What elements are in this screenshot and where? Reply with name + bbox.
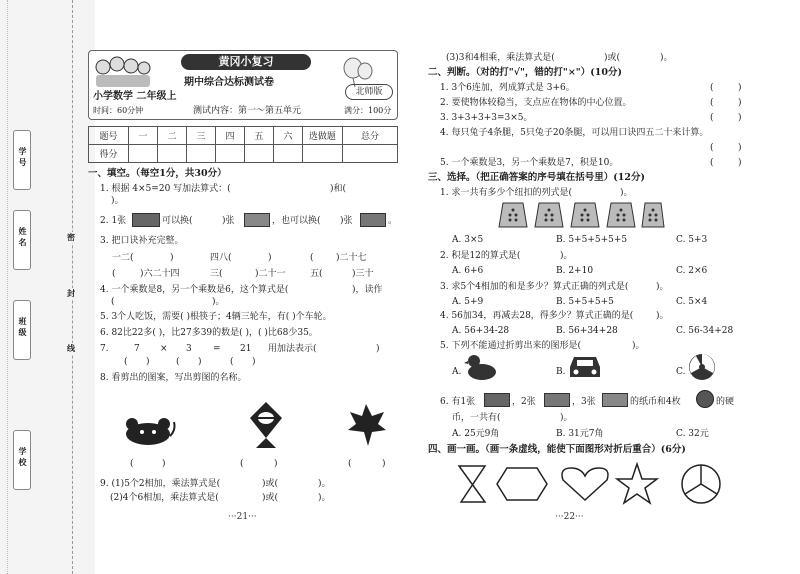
coin-icon — [696, 390, 714, 408]
binding-dots — [0, 0, 8, 574]
q9-3-end: )。 — [660, 53, 673, 63]
q4-text-b: )，读作 — [352, 285, 383, 295]
cut-label-close: 封 — [67, 289, 75, 298]
student-number-label: 学号 — [18, 147, 27, 167]
choice-3-text: 3. 求5个4相加的和是多少？算式正确的列式是( — [440, 282, 629, 292]
choice-4-text: 4. 56加34，再减去28，得多少？算式正确的是( — [440, 311, 634, 321]
q7-times: × — [160, 344, 168, 354]
judge-answer-close[interactable]: ) — [738, 143, 742, 153]
score-col-2: 二 — [157, 127, 186, 145]
choice-1-text: 1. 求一共有多少个纽扣的列式是( — [440, 188, 572, 198]
judge-answer-open: ( — [710, 113, 714, 123]
choice-3-option-b[interactable]: B. 5+5+5+5 — [556, 297, 614, 307]
section-fill-blank: 一、填空。（每空1分，共30分） — [88, 168, 227, 179]
choice-1-end: )。 — [620, 188, 633, 198]
q8-text: 8. 看剪出的图案，写出剪图的名称。 — [100, 373, 247, 383]
q9-3-text: (3)3和4相乘，乘法算式是( — [446, 53, 555, 63]
time-label: 时间：60分钟 — [93, 106, 144, 115]
q7-factor-a: 7 — [134, 344, 140, 354]
score-col-4: 四 — [215, 127, 244, 145]
q6-text: 6. 82比22多( )，比27多39的数是( )，( )比68少35。 — [100, 328, 318, 338]
choice-4-option-b[interactable]: B. 56+34+28 — [556, 326, 618, 336]
choice-3-option-a[interactable]: A. 5+9 — [452, 297, 484, 307]
choice-6-text-c: ，3张 — [572, 397, 596, 407]
section-draw: 四、画一画。（画一条虚线，能使下面图形对折后重合）(6分) — [428, 444, 686, 455]
q3-blank: )二十一 — [255, 269, 286, 279]
balloon-icon — [339, 57, 375, 87]
choice-6-text-e: 的硬 — [716, 397, 735, 407]
q9-2-or: )或( — [262, 493, 279, 503]
q8-answer-close[interactable]: ) — [162, 459, 166, 469]
q8-answer-open: ( — [130, 459, 134, 469]
edition-badge: 北师版 — [345, 84, 393, 100]
q8-answer-close[interactable]: ) — [382, 459, 386, 469]
leaf-cutout-icon — [344, 402, 388, 448]
q9-2-text: (2)4个6相加，乘法算式是( — [110, 493, 219, 503]
choice-1-option-c[interactable]: C. 5+3 — [676, 235, 708, 245]
banknote-icon — [244, 213, 270, 227]
page-number-value: 22 — [563, 512, 576, 522]
choice-2-option-c[interactable]: C. 2×6 — [676, 266, 708, 276]
judge-item: 3. 3+3+3+3=3×5。 — [440, 113, 533, 123]
q9-3-or: )或( — [604, 53, 621, 63]
choice-5-end: )。 — [632, 341, 645, 351]
choice-1-option-a[interactable]: A. 3×5 — [452, 235, 484, 245]
judge-answer-open: ( — [710, 83, 714, 93]
q3-blank: 四八( — [210, 253, 232, 263]
q1-text-mid: )和( — [330, 184, 347, 194]
school-box — [13, 430, 31, 490]
section-choice: 三、选择。（把正确答案的序号填在括号里）(12分) — [428, 172, 645, 183]
choice-6-text-b: ，2张 — [512, 397, 536, 407]
score-cell[interactable] — [302, 145, 342, 163]
q8-answer-close[interactable]: ) — [274, 459, 278, 469]
q3-blank: 五( — [310, 269, 323, 279]
children-illustration-icon — [93, 53, 153, 89]
q2-text-d: ，也可以换( — [272, 216, 321, 226]
q3-blank: 一二( — [112, 253, 134, 263]
judge-answer-close[interactable]: ) — [738, 98, 742, 108]
page-number-right: ···22··· — [555, 512, 584, 522]
q7-blank: ) — [146, 357, 150, 367]
buttons-illustration-icon — [495, 199, 665, 231]
choice-6-text-f: 币，一共有( — [452, 413, 501, 423]
section-judge: 二、判断。（对的打"√"，错的打"×"）(10分) — [428, 67, 622, 78]
choice-2-text: 2. 积是12的算式是( — [440, 251, 521, 261]
subject-label: 小学数学 二年级上 — [93, 91, 177, 102]
q2-text-c: )张 — [222, 216, 235, 226]
judge-answer-close[interactable]: ) — [738, 113, 742, 123]
q7-blank: ( — [230, 357, 234, 367]
judge-answer-close[interactable]: ) — [738, 83, 742, 93]
score-cell[interactable] — [186, 145, 215, 163]
q8-answer-open: ( — [348, 459, 352, 469]
q7-blank: ) — [198, 357, 202, 367]
symmetry-shapes — [455, 462, 755, 506]
fish-cutout-icon — [242, 398, 290, 450]
score-col-number: 题号 — [89, 127, 129, 145]
q2-text-f: 。 — [388, 216, 398, 226]
q9-1-end: )。 — [318, 479, 331, 489]
q3-blank: )三十 — [352, 269, 374, 279]
score-row-label: 得分 — [89, 145, 129, 163]
q3-blank: ) — [170, 253, 174, 263]
judge-item: 1. 3个6连加，列成算式是 3+6。 — [440, 83, 575, 93]
choice-6-option-b[interactable]: B. 31元7角 — [556, 429, 604, 439]
judge-item: 5. 一个乘数是3，另一个乘数是7，积是10。 — [440, 158, 619, 168]
score-col-1: 一 — [129, 127, 158, 145]
banknote-icon — [484, 393, 510, 407]
q7-label: 7. — [100, 344, 109, 354]
q3-blank: 三( — [210, 269, 223, 279]
q7-blank: ( — [176, 357, 180, 367]
q4-text: 4. 一个乘数是8，另一个乘数是6，这个算式是( — [100, 285, 289, 295]
choice-4-option-c[interactable]: C. 56-34+28 — [676, 326, 734, 336]
score-col-total: 总分 — [342, 127, 397, 145]
q4-text-c: ( — [111, 297, 115, 307]
page-number-left: ···21··· — [228, 512, 257, 522]
choice-1-option-b[interactable]: B. 5+5+5+5+5 — [556, 235, 628, 245]
score-cell[interactable] — [215, 145, 244, 163]
score-value-row — [89, 145, 398, 163]
judge-item: 2. 要使物体较稳当，支点应在物体的中心位置。 — [440, 98, 632, 108]
mouse-cutout-icon — [118, 412, 178, 448]
score-cell[interactable] — [244, 145, 273, 163]
choice-2-option-b[interactable]: B. 2+10 — [556, 266, 594, 276]
star-shape-icon — [617, 464, 657, 503]
q7-factor-b: 3 — [186, 344, 192, 354]
q9-1-text: 9. (1)5个2相加，乘法算式是( — [100, 479, 221, 489]
q2-text: 2. 1张 — [100, 216, 127, 226]
car-shape-icon — [568, 353, 602, 381]
banknote-icon — [360, 213, 386, 227]
choice-4-option-a[interactable]: A. 56+34-28 — [452, 326, 510, 336]
q3-blank: ) — [268, 253, 272, 263]
choice-5-option-b[interactable]: B. — [556, 367, 566, 377]
q3-text: 3. 把口诀补充完整。 — [100, 236, 184, 246]
judge-answer-open: ( — [710, 98, 714, 108]
q8-answer-open: ( — [240, 459, 244, 469]
choice-6-end: )。 — [560, 413, 573, 423]
choice-6-option-a[interactable]: A. 25元9角 — [452, 429, 500, 439]
score-cell[interactable] — [157, 145, 186, 163]
q4-text-d: )。 — [212, 297, 225, 307]
duck-shape-icon — [464, 352, 500, 382]
class-box — [13, 300, 31, 360]
q7-product: 21 — [240, 344, 252, 354]
q3-blank: )六二十四 — [140, 269, 180, 279]
choice-6-option-c[interactable]: C. 32元 — [676, 429, 709, 439]
choice-6-text-d: 的纸币和4枚 — [630, 397, 681, 407]
choice-2-end: )。 — [560, 251, 573, 261]
student-number-box — [13, 130, 31, 190]
cut-label-seal: 密 — [67, 233, 75, 242]
brand-title: 黄冈小复习 — [181, 54, 311, 70]
school-label: 学校 — [18, 447, 27, 467]
q1-text: 1. 根据 4×5=20 写加法算式：( — [100, 184, 231, 194]
circle-divided-shape-icon — [682, 465, 720, 503]
choice-5-option-a[interactable]: A. — [452, 367, 462, 377]
hourglass-shape-icon — [459, 466, 485, 502]
q2-text-e: )张 — [340, 216, 353, 226]
q7-addition-end: ) — [376, 344, 380, 354]
content-label: 测试内容：第一～第五单元 — [193, 106, 302, 116]
banknote-icon — [132, 213, 160, 227]
fan-shape-icon — [688, 353, 716, 381]
judge-answer-open: ( — [710, 143, 714, 153]
q3-blank: )二十七 — [336, 253, 367, 263]
choice-3-option-c[interactable]: C. 5×4 — [676, 297, 708, 307]
heart-shape-icon — [562, 468, 608, 500]
score-table — [88, 126, 398, 163]
binding-strip — [0, 0, 95, 574]
choice-2-option-a[interactable]: A. 6+6 — [452, 266, 484, 276]
judge-item: 4. 每只兔子4条腿，5只兔子20条腿，可以用口诀四五二十来计算。 — [440, 128, 709, 138]
cut-line — [72, 0, 73, 574]
judge-answer-open: ( — [710, 158, 714, 168]
q7-addition-prompt: 用加法表示( — [268, 344, 317, 354]
full-marks-label: 满分：100分 — [344, 106, 392, 115]
q3-blank: ( — [112, 269, 116, 279]
choice-5-option-c[interactable]: C. — [676, 367, 686, 377]
q7-blank: ) — [252, 357, 256, 367]
q7-equals: = — [213, 344, 221, 354]
q2-text-b: 可以换( — [162, 216, 193, 226]
q7-blank: ( — [124, 357, 128, 367]
choice-5-text: 5. 下列不能通过折剪出来的图形是( — [440, 341, 581, 351]
score-col-optional: 选做题 — [302, 127, 342, 145]
q5-text: 5. 3个人吃饭，需要( )根筷子；4辆三轮车，有( )个车轮。 — [100, 312, 332, 322]
score-cell[interactable] — [273, 145, 302, 163]
q3-blank: ( — [310, 253, 314, 263]
score-cell[interactable] — [342, 145, 397, 163]
score-col-3: 三 — [186, 127, 215, 145]
q9-1-or: )或( — [262, 479, 279, 489]
q1-text-end: )。 — [111, 196, 124, 206]
name-box — [13, 210, 31, 270]
q9-2-end: )。 — [318, 493, 331, 503]
exam-subtitle: 期中综合达标测试卷 — [184, 77, 274, 88]
page-number-value: 21 — [236, 512, 249, 522]
score-header-row — [89, 127, 398, 145]
choice-6-text: 6. 有1张 — [440, 397, 476, 407]
banknote-icon — [602, 393, 628, 407]
header-banner — [88, 50, 398, 120]
score-cell[interactable] — [129, 145, 158, 163]
cut-label-line: 线 — [67, 344, 75, 353]
judge-answer-close[interactable]: ) — [738, 158, 742, 168]
hexagon-shape-icon — [497, 468, 547, 500]
banknote-icon — [544, 393, 570, 407]
score-col-6: 六 — [273, 127, 302, 145]
name-label: 姓名 — [18, 227, 27, 247]
choice-4-end: )。 — [656, 311, 669, 321]
class-label: 班级 — [18, 317, 27, 337]
choice-3-end: )。 — [656, 282, 669, 292]
score-col-5: 五 — [244, 127, 273, 145]
